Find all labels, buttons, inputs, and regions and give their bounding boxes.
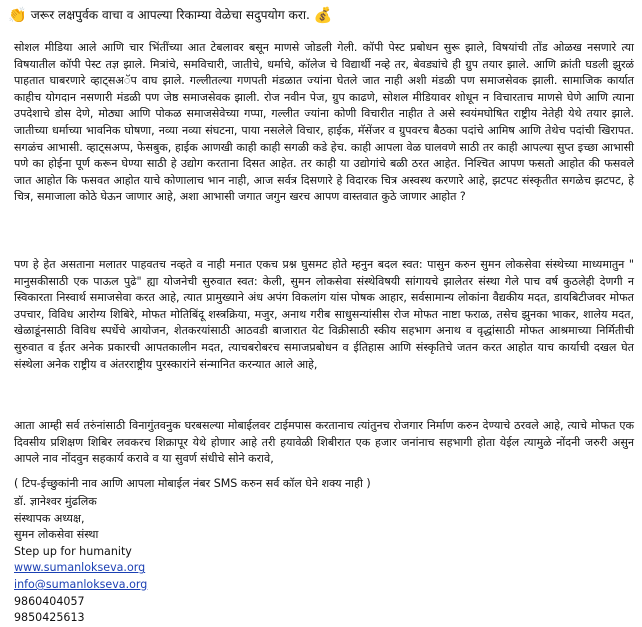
header-text: जरूर लक्षपुर्वक वाचा व आपल्या रिकाम्या वेळेचा सदुपयोग करा.: [30, 8, 310, 22]
signature-title: संस्थापक अध्यक्ष,: [14, 511, 85, 525]
paragraph-training-camp: [14, 418, 634, 468]
website-link[interactable]: www.sumanlokseva.org: [14, 561, 146, 575]
money-bag-icon: 💰: [313, 6, 333, 24]
signature-tagline: Step up for humanity: [14, 544, 132, 558]
signature-org: सुमन लोकसेवा संस्था: [14, 528, 99, 542]
phone-number: 9860404057: [14, 594, 85, 608]
paragraph-text: आता आम्ही सर्व तरुंनांसाठी विनागुंतवनुक घरबसल्या मोबाईलवर टाईमपास करतानाच त्यांतुनच रोजगार निर्माण करुन देण्याचे ठरवले आहे, त्याचे मोफत एक दिवसीय प्रशिक्षण शिबिर लवकरच शिक्रापूर येथे होणार आहे तरी हयावेळी शिबीरात एक हजार जनांनाच सहभागी होता येईल त्यामुळे नोंदनी जरुरी असुन आपले नाव नोंदवुन सहकार्य करावे व या सुवर्ण संधीचे सोने करावे,: [14, 419, 634, 466]
paragraph-text: सोशल मीडिया आले आणि चार भिंतींच्या आत टेबलावर बसून माणसे जोडली गेली. कॉपी पेस्ट प्रबोधन सुरू झाले, विषयांची तोंड ओळख नसणारे त्या विषयातील कॉपी पेस्ट तज्ञ झाले. मित्रांचे, समविचारी, जातीचे, धर्माचे, कॉलेज चे विद्यार्थी नव्हे तर, बेवड्यांचे ही ग्रुप तयार झाले. आणि क्रांती घडली झुरळं पाहतात घाबरणारे व्हाट्सअॅप वाघ झाले. गल्लीतल्या गणपती मंडळात ज्यांना घेतले जात नाही अशी मंडळी पण समाजसेवक झाली. सामाजिक कार्यात काहीच योगदान नसणारी मंडळी पण जेष्ठ समाजसेवक झाली. रोज नवीन पेज, ग्रुप काढणे, सोशल मीडियावर शोधून न विचारताच माणसे घेणे आणि त्याना उपदेशाचे डोस देणे, मोठ्या आणि पोकळ समाजसेवेच्या गप्पा, गल्लीत ज्यांना कोणी विचारीत नाहीत ते असे स्वयंमघोषित राष्ट्रीय नेतेही येथे तयार झाले. जातीच्या धर्माच्या भावनिक घोषणा, नव्या नव्या संघटना, पाया नसलेले विचार, हाईक, मॅसेंजर व ग्रुपवरच बैठका पदांचे आमिष आणि तेथेच पदांची खिरापत. सगळंच आभासी. व्हाट्सअप्प, फेसबुक, हाईक आणखी काही काही सगळी कडे हेच. काही आपला वेळ घालवणे साठी तर काही आपल्या सुप्त इच्छा आभासी पणे का होईना पूर्ण करून घेण्या साठी हे उद्योग करताना दिसत आहेत. तर काही या उद्योगांचे बळी ठरत आहेत. निश्चित आपण फसतो आहोत की फसवले जात आहोत कि फसवत आहोत याचे कोणालाच भान नाही, आज सर्वत्र दिसणारे हे विदारक चित्र अस्वस्थ करणारे आहे, झटपट संस्कृतीत सगळेच झटपट, हे चित्र, समाजाला कोठे घेऊन जाणार आहे, अशा आभासी जगात जगुन खरच आपण वास्तवात कुठे जाणार आहोत ?: [14, 41, 634, 204]
email-link[interactable]: info@sumanlokseva.org: [14, 577, 148, 591]
phone-number: 9850425613: [14, 611, 85, 625]
paragraph-text: पण हे हेत असताना मलातर पाहवतच नव्हते व नाही मनात एकच प्रश्न घुसमट होते म्हनुन बदल स्वत: पासुन करुन सुमन लोकसेवा संस्थेच्या माध्यमातुन " मानुसकीसाठी एक पाऊल पुढे" ह्या योजनेची सुरुवात स्वत: केली, सुमन लोकसेवा संस्थेविषयी सांगायचे झालेतर संस्था गेले पाच वर्ष कुठलेही देणगी न स्विकारता निस्वार्थ समाजसेवा करत आहे, त्यात प्रामुख्याने अंध अपंग विकलांग यांस पोषक आहार, सर्वसामान्य लोकांना वैद्यकीय मदत, डायबिटीजवर मोफत उपचार, विविध आरोग्य शिबिरे, मोफत मोतिबिंदू शस्त्रक्रिया, मजुर, अनाथ गरीब साधुसन्यांसीस रोज मोफत नाष्टा फराळ, तसेच झुनका भाकर, शालेय मदत, खेळाडूंनसाठी विविध स्पर्धेचे आयोजन, शेतकरयांसाठी आठवडी बाजारात येट विक्रीसाठी स्कीय सहभाग अनाथ व वृद्धांसाठी मोफत आश्रमाच्या निर्मितीची सुरुवात व ईतर अनेक प्रकारची आपतकालीन मदत, त्याचबरोबरच समाजप्रबोधन व ईतिहास आणि संस्कृतिचे जतन करत आहोत याच कार्याची दखल घेत संस्थेला अनेक राष्ट्रीय व अंतरराष्ट्रीय पुरस्कारांने संन्मानित करन्यात आले आहे,: [14, 258, 634, 371]
paragraph-text: ( टिप-ईच्छुकांनी नाव आणि आपला मोबाईल नंबर SMS करुन सर्व कॉल घेने शक्य नाही ): [14, 477, 371, 490]
header: [8, 4, 333, 26]
paragraph-note: [14, 476, 634, 493]
signature-name: डॉ. ज्ञानेश्वर मुंढलिक: [14, 495, 97, 508]
signature-block: [14, 494, 147, 627]
clapping-hands-icon: 👏: [8, 6, 27, 24]
paragraph-organization: [14, 257, 634, 373]
paragraph-social-media: [14, 40, 634, 206]
